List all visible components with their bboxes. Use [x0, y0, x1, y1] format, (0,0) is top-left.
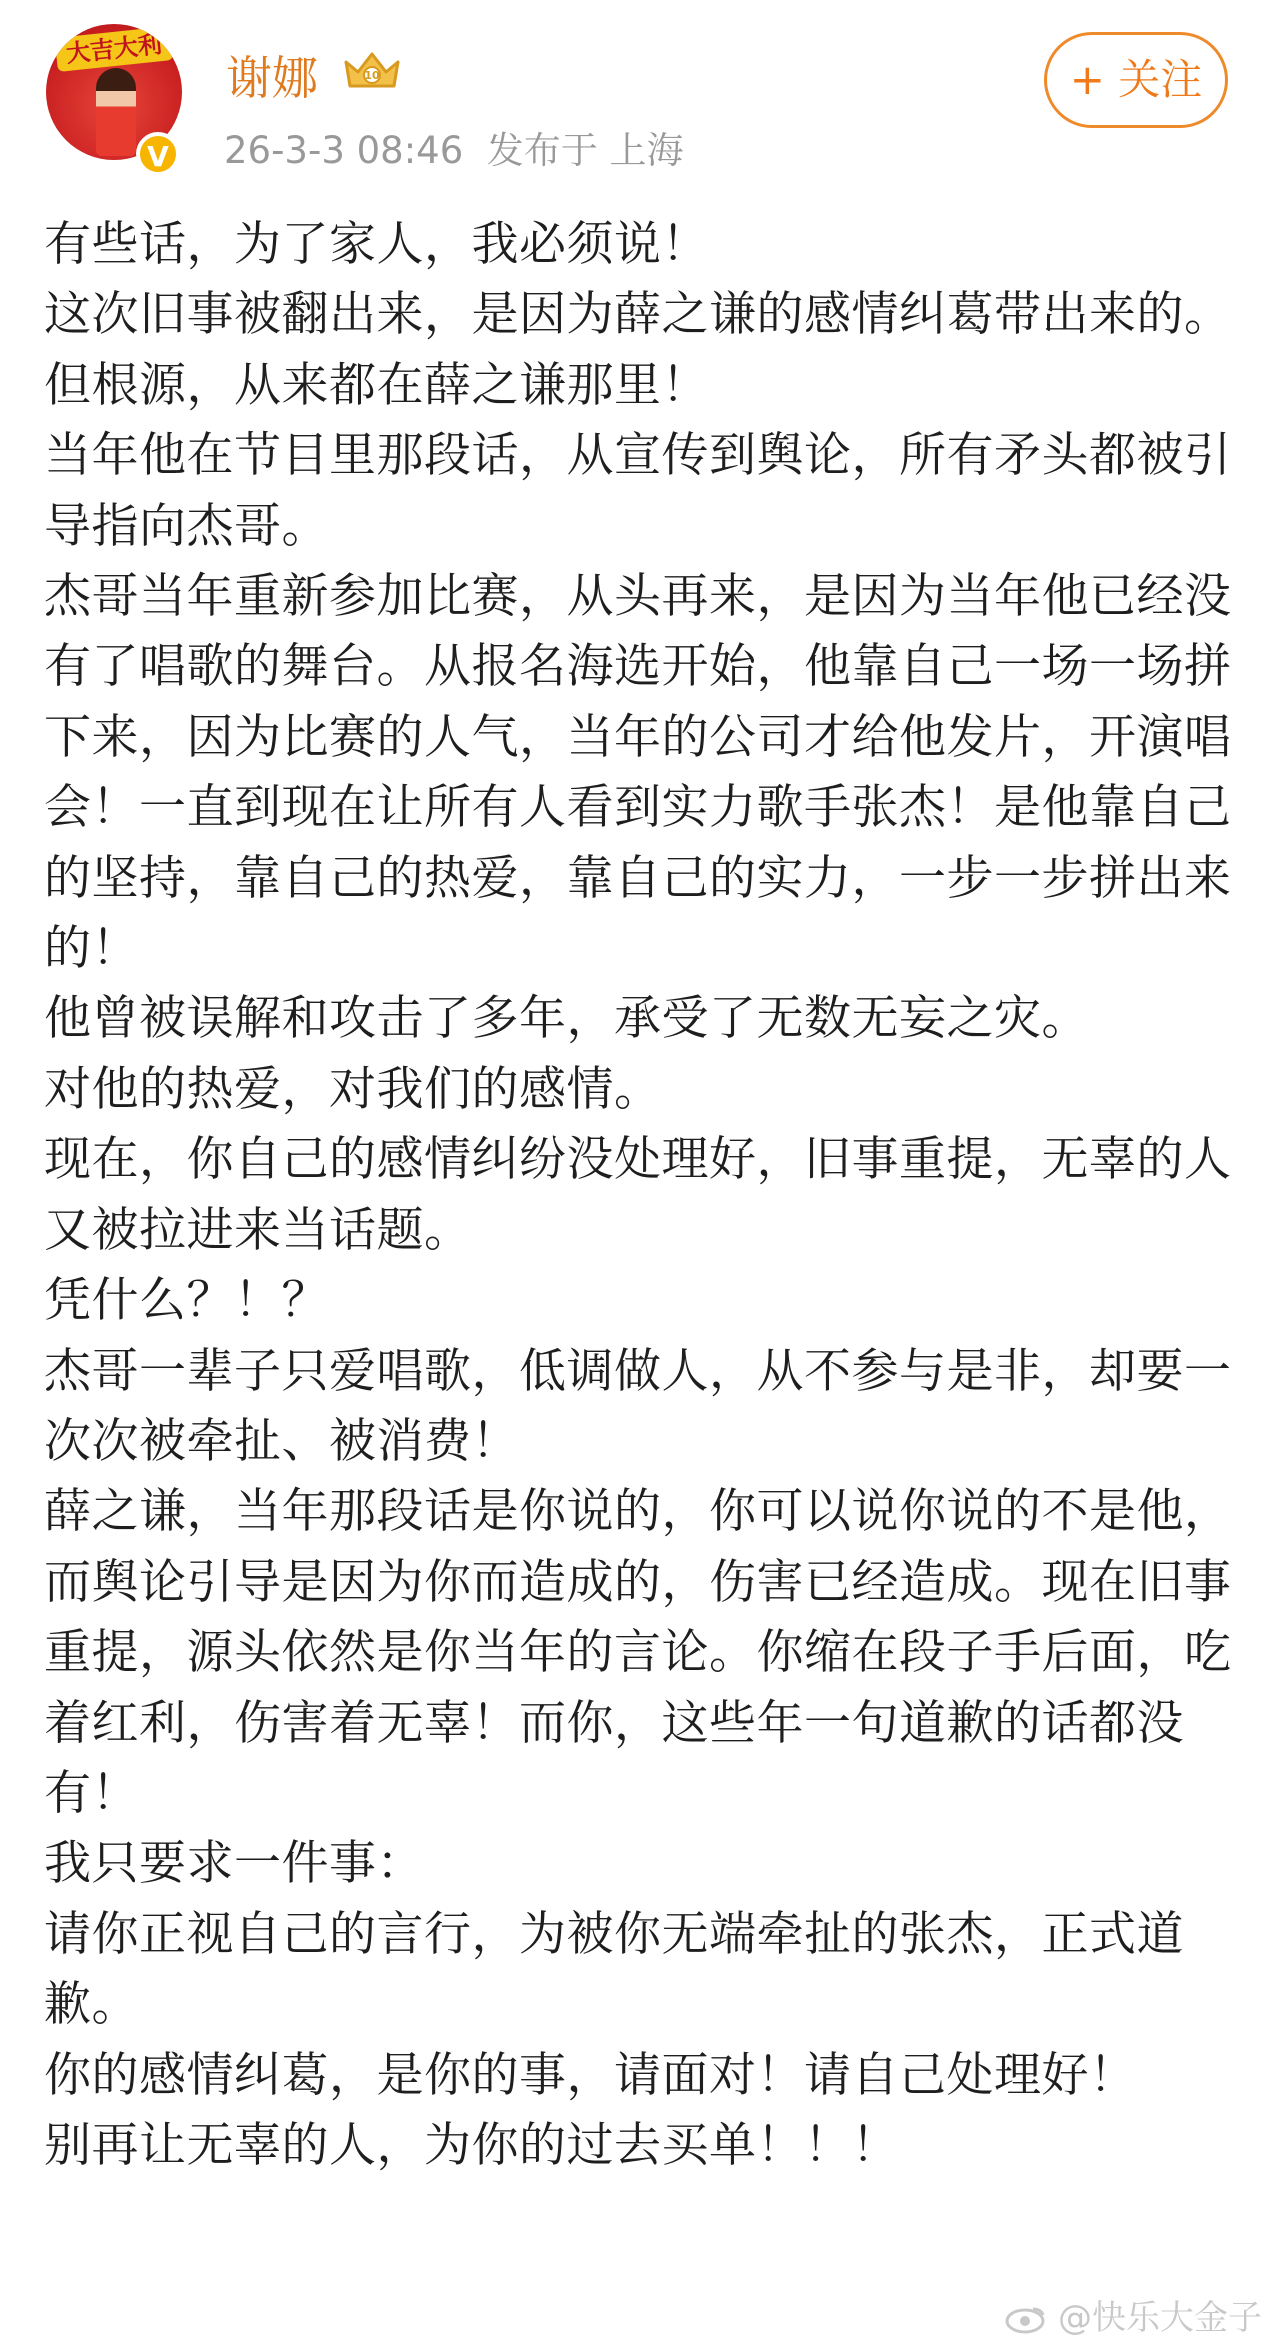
- watermark-text: @快乐大金子: [1058, 2298, 1262, 2338]
- post-header: [0, 0, 1272, 180]
- post-line: 请你正视自己的言行，为被你无端牵扯的张杰，正式道歉。: [44, 1906, 1184, 2033]
- post-line: 他曾被误解和攻击了多年，承受了无数无妄之灾。: [44, 991, 1089, 1047]
- post-location: 发布于 上海: [486, 129, 684, 172]
- post-line: 杰哥当年重新参加比赛，从头再来，是因为当年他已经没有了唱歌的舞台。从报名海选开始，他靠自己一场一场拼下来，因为比赛的人气，当年的公司才给他发片，开演唱会！一直到现在让所有人看到实力歌手张杰！是他靠自己的坚持，靠自己的热爱，靠自己的实力，一步一步拼出来的！: [44, 569, 1232, 977]
- post-line: 现在，你自己的感情纠纷没处理好，旧事重提，无辜的人又被拉进来当话题。: [44, 1132, 1232, 1258]
- post-line: 薛之谦，当年那段话是你说的，你可以说你说的不是他，而舆论引导是因为你而造成的，伤害已经造成。现在旧事重提，源头依然是你当年的言论。你缩在段子手后面，吃着红利，伤害着无辜！而你，这些年一句道歉的话都没有！: [44, 1484, 1232, 1821]
- post-line: 但根源，从来都在薛之谦那里！: [44, 357, 709, 413]
- post-timestamp: 26-3-3 08:46: [224, 129, 464, 172]
- watermark: [1003, 2290, 1262, 2339]
- post-line: 对他的热爱，对我们的感情。: [44, 1061, 662, 1117]
- post-body: [44, 210, 1234, 2181]
- svg-text:10: 10: [364, 69, 380, 82]
- post-line: 有些话，为了家人，我必须说！: [44, 217, 709, 272]
- avatar-figure: [96, 68, 136, 156]
- member-crown-icon: [340, 48, 404, 92]
- follow-button[interactable]: + 关注: [1044, 32, 1228, 128]
- post-line: 我只要求一件事：: [44, 1836, 424, 1892]
- post-meta: [224, 120, 684, 174]
- username[interactable]: 谢娜: [226, 51, 318, 105]
- post-line: 你的感情纠葛，是你的事，请面对！请自己处理好！: [44, 2047, 1137, 2103]
- avatar-banner: 大吉大利: [55, 26, 174, 72]
- weibo-eye-icon: [1003, 2305, 1047, 2335]
- post-line: 这次旧事被翻出来，是因为薛之谦的感情纠葛带出来的。: [44, 287, 1232, 343]
- post-line: 杰哥一辈子只爱唱歌，低调做人，从不参与是非，却要一次次被牵扯、被消费！: [44, 1343, 1232, 1469]
- post-line: 当年他在节目里那段话，从宣传到舆论，所有矛头都被引导指向杰哥。: [44, 428, 1232, 554]
- post-line: 凭什么？！？: [44, 1273, 329, 1329]
- post-line: 别再让无辜的人，为你的过去买单！！！: [44, 2117, 899, 2173]
- verified-badge-icon: V: [136, 132, 180, 176]
